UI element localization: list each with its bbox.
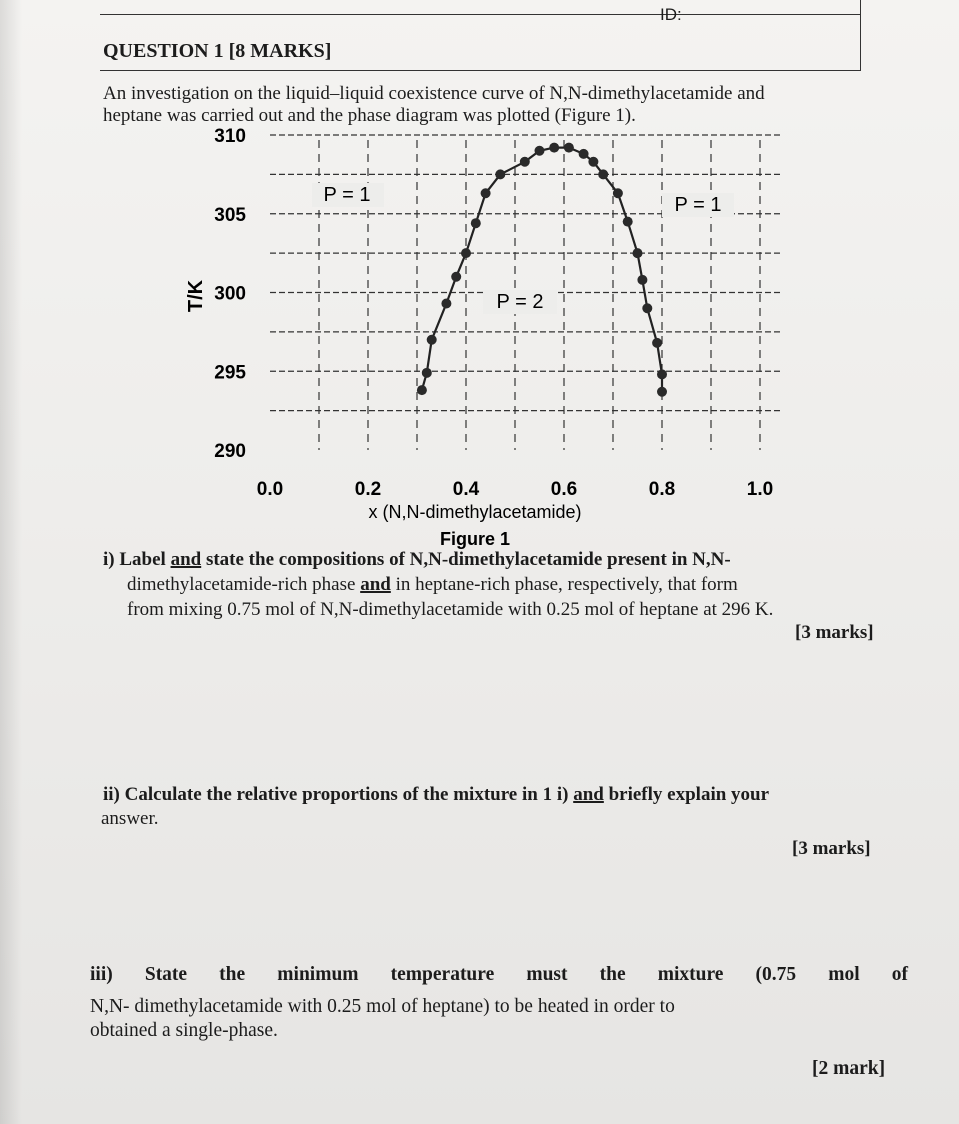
x-tick-label: 0.2	[354, 479, 382, 500]
part-i-line-2	[127, 573, 738, 596]
data-point	[461, 248, 471, 258]
part-ii-and: and	[573, 784, 604, 805]
region-label-p1-left: P = 1	[323, 184, 371, 206]
intro-line-2: heptane was carried out and the phase diagram was plotted (Figure 1).	[103, 105, 636, 126]
intro-line-1: An investigation on the liquid–liquid coexistence curve of N,N-dimethylacetamide and	[103, 83, 765, 104]
part-iii-line-3: obtained a single-phase.	[90, 1020, 278, 1041]
part-ii-text-b: briefly explain your	[608, 784, 770, 805]
part-ii-line-2: answer.	[101, 808, 159, 829]
x-tick-label: 0.6	[550, 479, 578, 500]
y-tick-label: 295	[214, 362, 246, 384]
data-point	[549, 143, 559, 153]
y-tick-label: 300	[214, 283, 246, 305]
part-i-and-2: and	[360, 574, 391, 595]
y-axis-label: T/K	[185, 279, 207, 313]
part-ii-marks: [3 marks]	[792, 838, 871, 859]
x-tick-label: 1.0	[746, 479, 774, 500]
question-title: QUESTION 1 [8 MARKS]	[103, 40, 332, 62]
x-tick-label: 0.4	[452, 479, 480, 500]
part-i-line-1	[103, 548, 731, 571]
data-point	[642, 303, 652, 313]
figure-caption: Figure 1	[439, 529, 511, 549]
x-tick-labels	[257, 479, 773, 500]
part-iii-marks: [2 mark]	[812, 1058, 886, 1079]
data-point	[657, 369, 667, 379]
data-point	[520, 157, 530, 167]
part-i-text-b: state the compositions of N,N-dimethylacetamide present in N,N-	[205, 549, 731, 570]
phase-diagram	[0, 0, 959, 560]
part-i-marks: [3 marks]	[795, 622, 874, 643]
part-i-text-c: dimethylacetamide-rich phase	[127, 574, 356, 595]
part-iii-line-2: N,N- dimethylacetamide with 0.25 mol of heptane) to be heated in order to	[90, 996, 675, 1017]
data-point	[564, 143, 574, 153]
part-i-and-1: and	[170, 549, 202, 570]
data-point	[652, 338, 662, 348]
part-ii-line-1	[103, 783, 769, 806]
data-point	[417, 385, 427, 395]
data-point	[481, 188, 491, 198]
x-axis-label: x (N,N-dimethylacetamide)	[368, 502, 582, 522]
data-point	[633, 248, 643, 258]
data-point	[598, 169, 608, 179]
y-tick-labels	[214, 126, 246, 462]
data-point	[535, 146, 545, 156]
data-point	[422, 368, 432, 378]
y-tick-label: 310	[214, 126, 246, 147]
x-tick-label: 0.0	[256, 479, 284, 500]
region-label-p2: P = 2	[496, 291, 544, 313]
data-point	[657, 387, 667, 397]
data-point	[451, 272, 461, 282]
data-point	[441, 299, 451, 309]
part-i-text-d: in heptane-rich phase, respectively, that form	[395, 574, 738, 595]
data-point	[613, 188, 623, 198]
data-point	[588, 157, 598, 167]
data-point	[427, 335, 437, 345]
x-tick-label: 0.8	[648, 479, 676, 500]
part-iii-line-1: iii) State the minimum temperature must the mixture (0.75 mol of	[90, 964, 908, 985]
data-point	[471, 218, 481, 228]
y-tick-label: 290	[214, 441, 246, 462]
coexistence-curve	[422, 148, 662, 392]
y-tick-label: 305	[214, 204, 246, 226]
part-i-line-3: from mixing 0.75 mol of N,N-dimethylacetamide with 0.25 mol of heptane at 296 K.	[127, 599, 774, 620]
data-point	[495, 169, 505, 179]
part-ii-text-a: ii) Calculate the relative proportions of the mixture in 1 i)	[103, 784, 569, 805]
data-point	[579, 149, 589, 159]
data-point	[637, 275, 647, 285]
region-label-p1-right: P = 1	[674, 194, 722, 216]
id-label: ID:	[660, 5, 682, 24]
curve-line	[422, 148, 662, 392]
part-i-text-a: i) Label	[103, 549, 166, 570]
data-points	[417, 143, 667, 397]
data-point	[623, 217, 633, 227]
